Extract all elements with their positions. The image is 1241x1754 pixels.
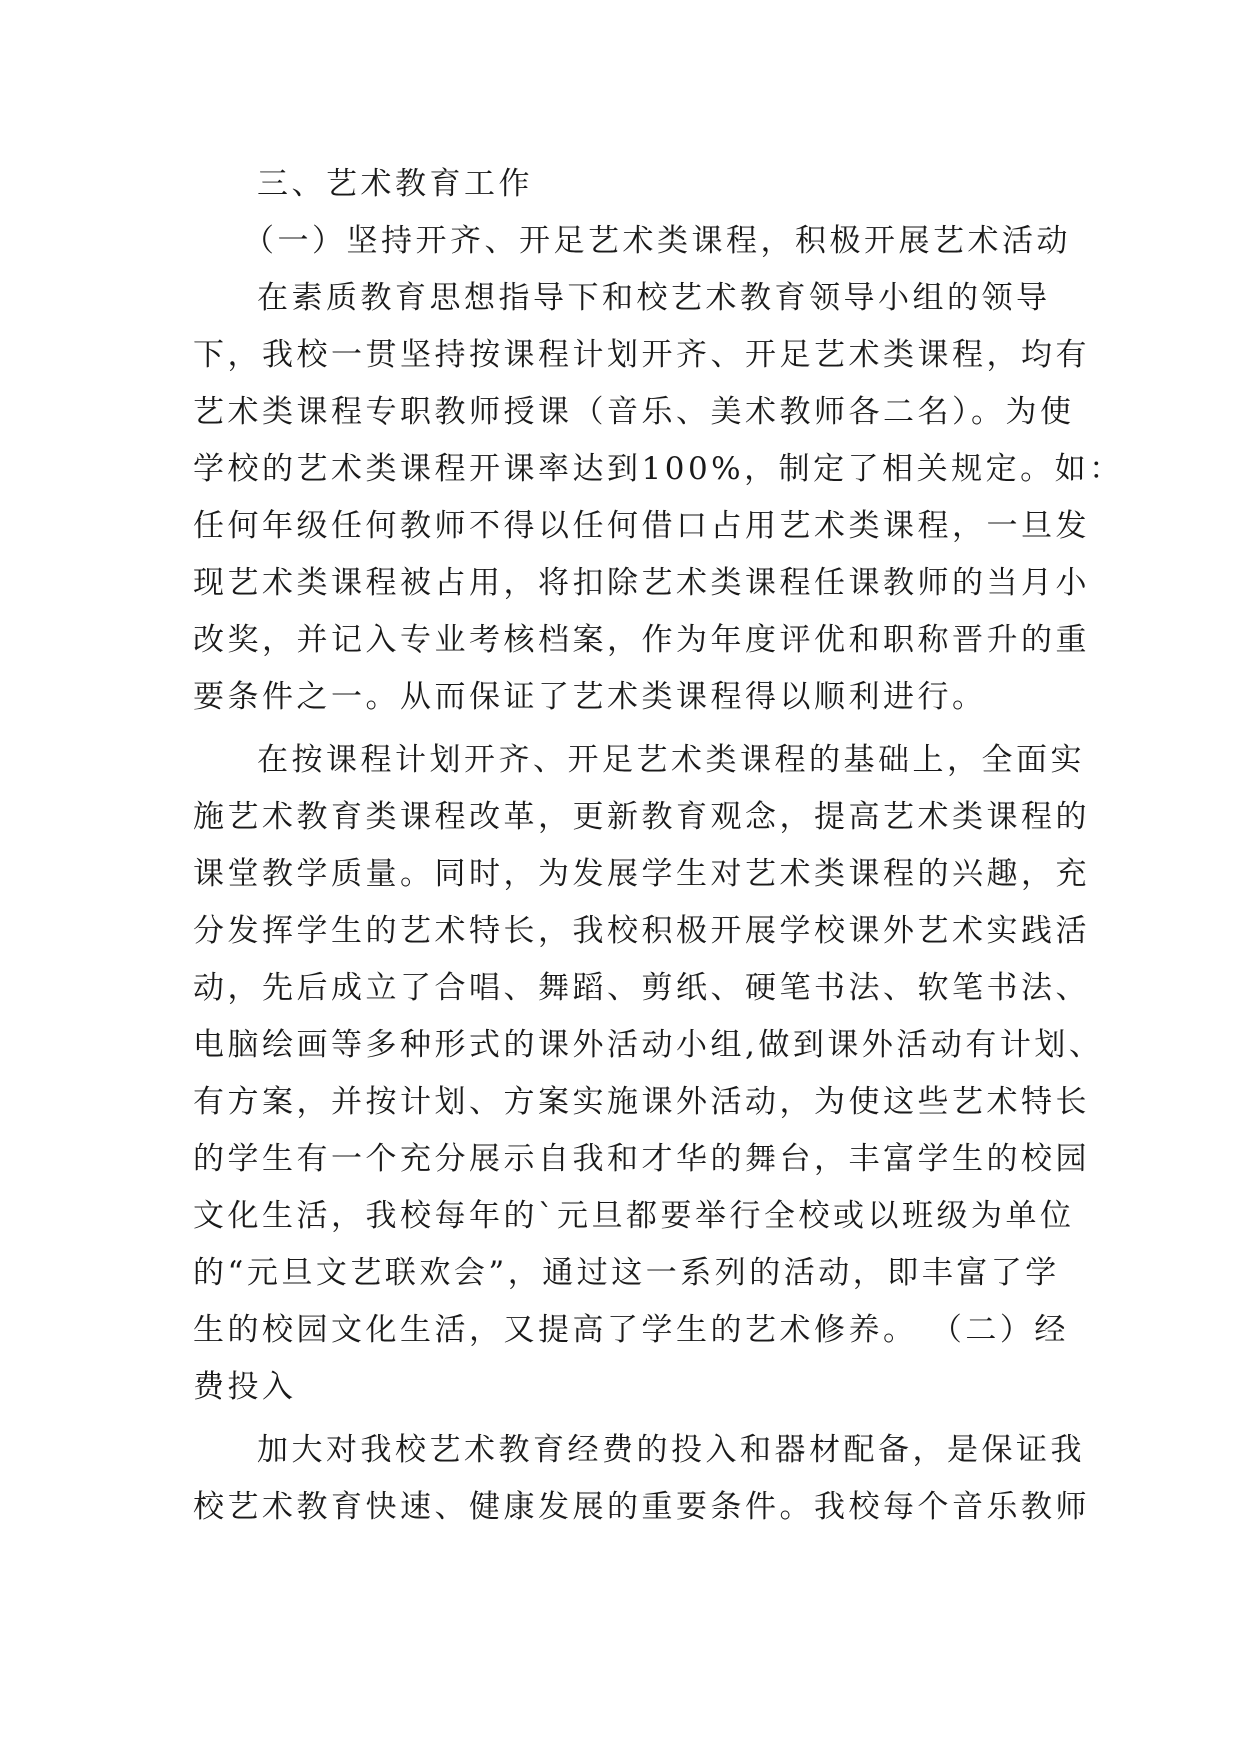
paragraph-line: 施艺术教育类课程改革，更新教育观念，提高艺术类课程的 — [193, 799, 1090, 835]
section-heading: 三、艺术教育工作 — [257, 166, 533, 202]
document-page — [193, 156, 1124, 1536]
paragraph-line: 课堂教学质量。同时，为发展学生对艺术类课程的兴趣，充 — [193, 856, 1090, 892]
paragraph-line: 改奖，并记入专业考核档案，作为年度评优和职称晋升的重 — [193, 622, 1090, 658]
paragraph-3 — [193, 1422, 1090, 1536]
paragraph-line: 有方案，并按计划、方案实施课外活动，为使这些艺术特长 — [193, 1084, 1090, 1120]
paragraph-line: 任何年级任何教师不得以任何借口占用艺术类课程，一旦发 — [193, 508, 1090, 544]
paragraph-line: 生的校园文化生活，又提高了学生的艺术修养。 （二）经 — [193, 1312, 1069, 1348]
paragraph-line: 的学生有一个充分展示自我和才华的舞台，丰富学生的校园 — [193, 1141, 1090, 1177]
subsection-heading: （一）坚持开齐、开足艺术类课程，积极开展艺术活动 — [243, 223, 1071, 259]
paragraph-line: 下，我校一贯坚持按课程计划开齐、开足艺术类课程，均有 — [193, 337, 1090, 373]
paragraph-line: 校艺术教育快速、健康发展的重要条件。我校每个音乐教师 — [193, 1489, 1090, 1525]
paragraph-line: 艺术类课程专职教师授课（音乐、美术教师各二名）。为使 — [193, 394, 1075, 430]
paragraph-line: 动，先后成立了合唱、舞蹈、剪纸、硬笔书法、软笔书法、 — [193, 970, 1090, 1006]
paragraph-line: 的“元旦文艺联欢会”，通过这一系列的活动，即丰富了学 — [193, 1255, 1060, 1291]
paragraph-line: 学校的艺术类课程开课率达到100%，制定了相关规定。如： — [193, 451, 1124, 487]
paragraph-1 — [193, 270, 1124, 726]
paragraph-line: 在按课程计划开齐、开足艺术类课程的基础上，全面实 — [257, 742, 1085, 778]
paragraph-2 — [193, 732, 1104, 1416]
paragraph-line: 在素质教育思想指导下和校艺术教育领导小组的领导 — [257, 280, 1051, 316]
paragraph-line: 分发挥学生的艺术特长，我校积极开展学校课外艺术实践活 — [193, 913, 1090, 949]
paragraph-line: 费投入 — [193, 1369, 297, 1405]
paragraph-line: 加大对我校艺术教育经费的投入和器材配备，是保证我 — [257, 1432, 1085, 1468]
paragraph-line: 要条件之一。从而保证了艺术类课程得以顺利进行。 — [193, 679, 987, 715]
paragraph-line: 电脑绘画等多种形式的课外活动小组,做到课外活动有计划、 — [193, 1027, 1104, 1063]
paragraph-line: 现艺术类课程被占用，将扣除艺术类课程任课教师的当月小 — [193, 565, 1090, 601]
paragraph-line: 文化生活，我校每年的`元旦都要举行全校或以班级为单位 — [193, 1198, 1075, 1234]
